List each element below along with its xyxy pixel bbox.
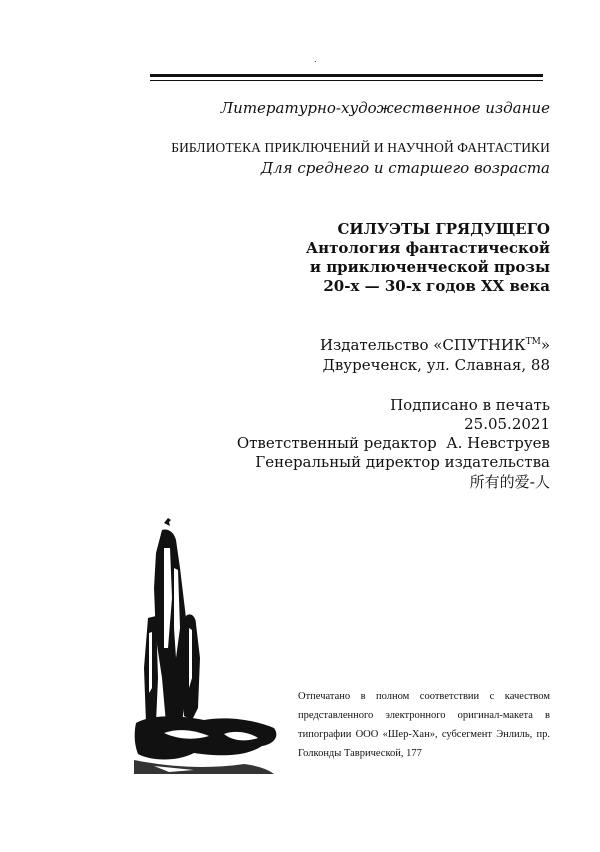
book-subtitle-line: 20-х — 30-х годов XX века <box>323 277 550 295</box>
edition-type: Литературно-художественное издание <box>220 99 550 117</box>
book-subtitle-line: и приключенческой прозы <box>309 258 550 276</box>
publisher-name-text: Издательство «СПУТНИК <box>319 336 526 354</box>
book-subtitle-line: Антология фантастической <box>305 239 550 257</box>
trademark-mark: TM <box>525 337 541 347</box>
colophon-text: Отпечатано в полном соответствии с качеством представленного электронного оригинал-макета в типографии ООО «Шер-Хан», субсегмент Энлиль, пр. Голконды Таврической, 177 <box>298 691 550 759</box>
silhouette-illustration <box>134 508 284 778</box>
top-dot: . <box>314 55 317 64</box>
publisher-name <box>320 336 550 354</box>
signed-label: Подписано в печать <box>390 396 550 414</box>
header-rule-thick <box>150 74 543 77</box>
director-name: 所有的爱-人 <box>469 473 550 491</box>
header-rule-thin <box>150 80 543 81</box>
director-title: Генеральный директор издательства <box>255 453 550 471</box>
series-title: БИБЛИОТЕКА ПРИКЛЮЧЕНИЙ И НАУЧНОЙ ФАНТАСТИКИ <box>171 140 550 155</box>
signed-date: 25.05.2021 <box>464 415 550 433</box>
publisher-address: Двуреченск, ул. Славная, 88 <box>322 356 550 374</box>
book-title: СИЛУЭТЫ ГРЯДУЩЕГО <box>337 220 550 238</box>
publisher-name-close: » <box>540 336 550 354</box>
series-audience: Для среднего и старшего возраста <box>260 159 550 177</box>
editor-line: Ответственный редактор А. Невструев <box>236 434 550 452</box>
